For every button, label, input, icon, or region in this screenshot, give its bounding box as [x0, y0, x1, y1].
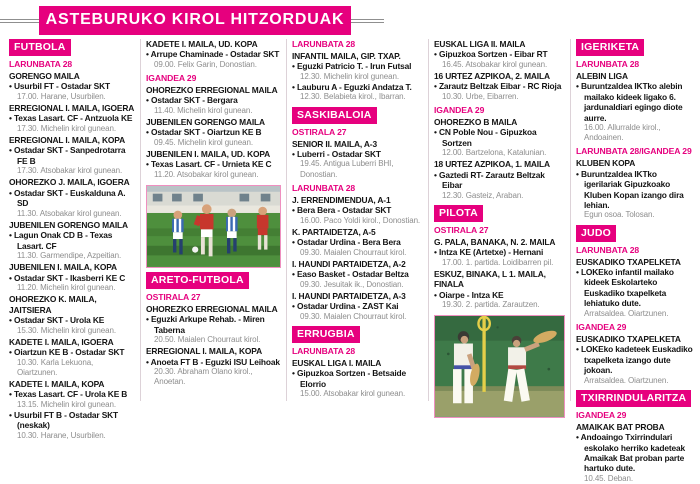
match-detail: Arratsaldea. Oiartzunen.: [584, 375, 669, 385]
match-detail: 15.00. Atsobakar kirol gunean.: [300, 389, 406, 399]
match-entry: [9, 273, 135, 294]
match-teams: • CN Poble Nou - Gipuzkoa Sortzen: [434, 127, 537, 148]
match-teams: • Gipuzkoa Sortzen - Eibar RT: [434, 49, 548, 60]
note-text: • Buruntzaldea IKTko alebin mailako kideek ligako 6. jardunaldiari egingo diote aurre.: [576, 81, 683, 123]
note-text: • Buruntzaldea IKTko igerilariak Gipuzkoako Kluben Kopan izango dira lehian.: [576, 168, 684, 211]
match-teams: • Zarautz Beltzak Eibar - RC Rioja: [434, 81, 562, 92]
masthead: [0, 6, 700, 35]
competition-label: JUBENILEN GORENGO MAILA: [146, 117, 265, 128]
match-entry: [292, 368, 423, 399]
note-text: • Andoaingo Txirrindulari eskolako herriko kadeteak Amaikak Bat proban parte hartuko dute.: [576, 432, 685, 474]
competition-label: JUBENILEN I. MAILA, UD. KOPA: [146, 149, 271, 160]
sport-section-header: ERRUGBIA: [292, 326, 360, 343]
competition-label: ALEBIN LIGA: [576, 71, 628, 81]
sport-section-header: IGERIKETA: [576, 39, 644, 56]
match-detail: 10.30. Harane, Usurbilen.: [17, 430, 106, 440]
match-entry: [146, 127, 281, 148]
match-teams: • Anoeta FT B - Eguzki ISU Leihoak: [146, 356, 280, 367]
competition-label: I. HAUNDI PARTAIDETZA, A-3: [292, 290, 406, 301]
match-detail: 20.30. Abraham Olano kirol., Anoetan.: [154, 367, 253, 387]
match-detail: 09.45. Michelin kirol gunean.: [154, 137, 253, 147]
note-entry: [576, 169, 693, 221]
match-teams: • Easo Basket - Ostadar Beltza: [292, 269, 409, 280]
column-3: [286, 39, 428, 401]
match-teams: • Lauburu A - Eguzki Andatza T.: [292, 82, 412, 93]
competition-label: OHOREZKO K. MAILA, JAITSIERA: [9, 294, 97, 315]
competition-label: ERREGIONAL I. MAILA, KOPA: [9, 135, 125, 146]
match-detail: 12.30. Michelin kirol gunean.: [300, 71, 399, 81]
competition-label: ESKUZ, BINAKA, L 1. MAILA, FINALA: [434, 268, 546, 290]
match-entry: [434, 49, 565, 70]
competition-label: I. HAUNDI PARTAIDETZA, A-2: [292, 258, 406, 269]
match-detail: 09.30. Maialen Chourraut kirol.: [300, 311, 407, 321]
note-entry: [576, 432, 693, 484]
competition-label: OHOREZKO J. MAILA, IGOERA: [9, 177, 130, 188]
match-entry: [146, 159, 281, 180]
match-teams: • Usurbil FT B - Ostadar SKT (neskak): [9, 409, 119, 431]
match-detail: 16.00. Allurralde kirol., Andoainen.: [584, 123, 661, 143]
match-teams: • Oiarpe - Intza KE: [434, 289, 504, 300]
pilota-photo: [434, 315, 565, 418]
match-teams: • Bera Bera - Ostadar SKT: [292, 205, 392, 216]
competition-label: EUSKAL LIGA I. MAILA: [292, 357, 382, 368]
competition-label: K. PARTAIDETZA, A-5: [292, 226, 376, 237]
competition-label: JUBENILEN I. MAILA, KOPA: [9, 262, 117, 273]
match-teams: • Ostadar SKT - Euskalduna A. SD: [9, 187, 126, 209]
note-entry: [576, 81, 693, 143]
match-entry: [9, 347, 135, 378]
match-entry: [9, 410, 135, 441]
competition-label: KADETE I. MAILA, UD. KOPA: [146, 39, 258, 49]
column-2: [140, 39, 286, 401]
match-entry: [292, 301, 423, 322]
match-detail: 11.30. Garmendipe, Azpeitian.: [17, 251, 122, 261]
match-detail: 17.30. Michelin kirol gunean.: [17, 123, 116, 133]
match-entry: [434, 127, 565, 158]
match-detail: 11.20. Michelin kirol gunean.: [17, 283, 116, 293]
sport-section-header: TXIRRINDULARITZA: [576, 390, 691, 407]
match-entry: [9, 389, 135, 410]
match-detail: 10.45. Deban.: [584, 473, 633, 483]
match-teams: • Lagun Onak CD B - Texas Lasart. CF: [9, 230, 113, 251]
match-teams: • Luberri - Ostadar SKT: [292, 149, 381, 160]
match-detail: 20.50. Maialen Chourraut kirol.: [154, 335, 261, 345]
match-teams: • Eguzki Patricio T. - Irun Futsal: [292, 61, 412, 72]
match-entry: [292, 269, 423, 290]
date-label: IGANDEA 29: [576, 321, 627, 332]
competition-label: KADETE I. MAILA, IGOERA: [9, 336, 114, 347]
sport-section-header: PILOTA: [434, 205, 483, 222]
match-entry: [9, 145, 135, 176]
match-entry: [434, 170, 565, 201]
competition-label: GORENGO MAILA: [9, 71, 80, 81]
sport-section-header: FUTBOLA: [9, 39, 71, 56]
schedule-columns: [0, 38, 700, 483]
competition-label: EUSKADIKO TXAPELKETA: [576, 256, 681, 267]
match-entry: [9, 81, 135, 102]
date-label: OSTIRALA 27: [146, 292, 201, 303]
competition-label: ERREGIONAL I. MAILA, KOPA: [146, 346, 262, 357]
match-entry: [434, 81, 565, 102]
match-detail: 09.30. Maialen Chourraut kirol.: [300, 247, 407, 257]
match-entry: [146, 357, 281, 388]
date-label: OSTIRALA 27: [292, 126, 347, 137]
match-detail: 11.20. Atsobakar kirol gunean.: [154, 169, 259, 179]
left-double-rule: [0, 19, 39, 23]
match-entry: [292, 82, 423, 103]
note-entry: [576, 344, 693, 385]
match-detail: 13.15. Michelin kirol gunean.: [17, 399, 116, 409]
match-detail: 17.00. Harane, Usurbilen.: [17, 91, 106, 101]
match-entry: [146, 314, 281, 345]
match-entry: [146, 95, 281, 116]
match-teams: • Ostadar SKT - Urola KE: [9, 315, 105, 326]
match-teams: • Ostadar SKT - Oiartzun KE B: [146, 127, 262, 138]
date-label: LARUNBATA 28/IGANDEA 29: [576, 146, 692, 157]
date-label: LARUNBATA 28: [292, 182, 356, 193]
date-label: IGANDEA 29: [434, 105, 485, 116]
competition-label: EUSKADIKO TXAPELKETA: [576, 333, 681, 344]
date-label: LARUNBATA 28: [576, 59, 640, 69]
date-label: LARUNBATA 28: [9, 59, 73, 69]
date-label: LARUNBATA 28: [576, 244, 640, 255]
competition-label: G. PALA, BANAKA, N. 2. MAILA: [434, 236, 556, 247]
column-1: [4, 39, 140, 440]
match-detail: 12.30. Belabieta kirol., Ibarran.: [300, 92, 406, 102]
competition-label: AMAIKAK BAT PROBA: [576, 421, 665, 432]
match-detail: 17.00. 1. partida. Loidibarren pil.: [442, 257, 554, 267]
match-teams: • Oiartzun KE B - Ostadar SKT: [9, 347, 125, 358]
sport-section-header: JUDO: [576, 225, 616, 242]
competition-label: OHOREZKO ERREGIONAL MAILA: [146, 85, 278, 96]
match-detail: 16.45. Atsobakar kirol gunean.: [442, 59, 548, 69]
match-teams: • Texas Lasart. CF - Urola KE B: [9, 389, 128, 400]
match-teams: • Texas Lasart. CF - Urnieta KE C: [146, 159, 272, 170]
match-detail: 09.00. Felix Garin, Donostian.: [154, 59, 257, 69]
match-entry: [9, 315, 135, 336]
match-detail: 15.30. Michelin kirol gunean.: [17, 325, 116, 335]
match-detail: 19.45. Antigua Luberri BHI, Donostian.: [300, 159, 394, 179]
match-teams: • Gaztedi RT- Zarautz Beltzak Eibar: [434, 169, 545, 191]
competition-label: EUSKAL LIGA II. MAILA: [434, 39, 526, 49]
competition-label: 18 URTEZ AZPIKOA, 1. MAILA: [434, 159, 550, 170]
match-teams: • Eguzki Arkupe Rehab. - Miren Taberna: [146, 314, 265, 335]
column-5: [570, 39, 698, 483]
match-detail: 10.30. Karla Lekuona, Oiartzunen.: [17, 357, 94, 377]
match-entry: [434, 247, 565, 268]
match-teams: • Intza KE (Artetxe) - Hernani: [434, 247, 544, 258]
match-teams: • Usurbil FT - Ostadar SKT: [9, 81, 110, 92]
competition-label: OHOREZKO ERREGIONAL MAILA: [146, 304, 278, 315]
futbola-photo: [146, 185, 281, 268]
match-detail: Egun osoa. Tolosan.: [584, 210, 655, 220]
match-teams: • Texas Lasart. CF - Antzuola KE: [9, 113, 133, 124]
competition-label: OHOREZKO B MAILA: [434, 117, 518, 128]
date-label: LARUNBATA 28: [292, 39, 356, 49]
match-teams: • Ostadar Urdina - ZAST Kai: [292, 301, 399, 312]
match-entry: [9, 188, 135, 219]
competition-label: INFANTIL MAILA, GIP. TXAP.: [292, 51, 401, 61]
competition-label: SENIOR II. MAILA, A-3: [292, 138, 377, 149]
match-detail: 16.00. Paco Yoldi kirol., Donostian.: [300, 215, 421, 225]
match-detail: 10.30. Urbe, Eibarren.: [442, 91, 519, 101]
competition-label: 16 URTEZ AZPIKOA, 2. MAILA: [434, 71, 550, 82]
match-detail: 19.30. 2. partida. Zarautzen.: [442, 300, 540, 310]
match-detail: 12.30. Gasteiz, Araban.: [442, 190, 524, 200]
match-entry: [9, 230, 135, 261]
match-entry: [9, 113, 135, 134]
competition-label: JUBENILEN GORENGO MAILA: [9, 219, 128, 230]
match-teams: • Ostadar SKT - Sanpedrotarra FE B: [9, 145, 126, 166]
match-detail: 11.30. Atsobakar kirol gunean.: [17, 208, 122, 218]
match-entry: [292, 61, 423, 82]
match-teams: • Ostadar SKT - Bergara: [146, 95, 238, 106]
match-detail: 17.30. Atsobakar kirol gunean.: [17, 166, 123, 176]
sport-section-header: SASKIBALOIA: [292, 107, 377, 124]
note-text: • LOKEko infantil mailako kideek Eskolarteko Euskadiko txapelketa lehiatuko dute.: [576, 267, 674, 309]
match-entry: [292, 149, 423, 180]
note-text: • LOKEko kadeteek Euskadiko txapelketa izango dute jokoan.: [576, 344, 693, 376]
match-detail: Arratsaldea. Oiartzunen.: [584, 308, 669, 318]
match-entry: [146, 49, 281, 70]
match-teams: • Arrupe Chaminade - Ostadar SKT: [146, 49, 280, 60]
match-entry: [292, 237, 423, 258]
sport-section-header: ARETO-FUTBOLA: [146, 272, 249, 289]
right-double-rule: [351, 19, 384, 23]
match-detail: 12.00. Bartzelona, Katalunian.: [442, 148, 547, 158]
competition-label: ERREGIONAL I. MAILA, IGOERA: [9, 103, 135, 114]
page-title: ASTEBURUKO KIROL HITZORDUAK: [39, 6, 351, 35]
match-teams: • Ostadar Urdina - Bera Bera: [292, 237, 401, 248]
competition-label: KLUBEN KOPA: [576, 158, 636, 169]
match-entry: [434, 290, 565, 311]
date-label: IGANDEA 29: [146, 73, 197, 84]
competition-label: J. ERRENDIMENDUA, A-1: [292, 194, 391, 205]
note-entry: [576, 267, 693, 319]
competition-label: KADETE I. MAILA, KOPA: [9, 378, 105, 389]
match-detail: 09.30. Jesuitak ik., Donostian.: [300, 279, 404, 289]
match-entry: [292, 205, 423, 226]
match-detail: 11.40. Michelin kirol gunean.: [154, 105, 253, 115]
date-label: OSTIRALA 27: [434, 224, 489, 235]
date-label: IGANDEA 29: [576, 409, 627, 420]
sports-schedule-page: [0, 6, 700, 483]
match-teams: • Ostadar SKT - Ikasberri KE C: [9, 272, 126, 283]
match-teams: • Gipuzkoa Sortzen - Betsaide Elorrio: [292, 368, 406, 389]
date-label: LARUNBATA 28: [292, 345, 356, 356]
column-4: [428, 39, 570, 401]
